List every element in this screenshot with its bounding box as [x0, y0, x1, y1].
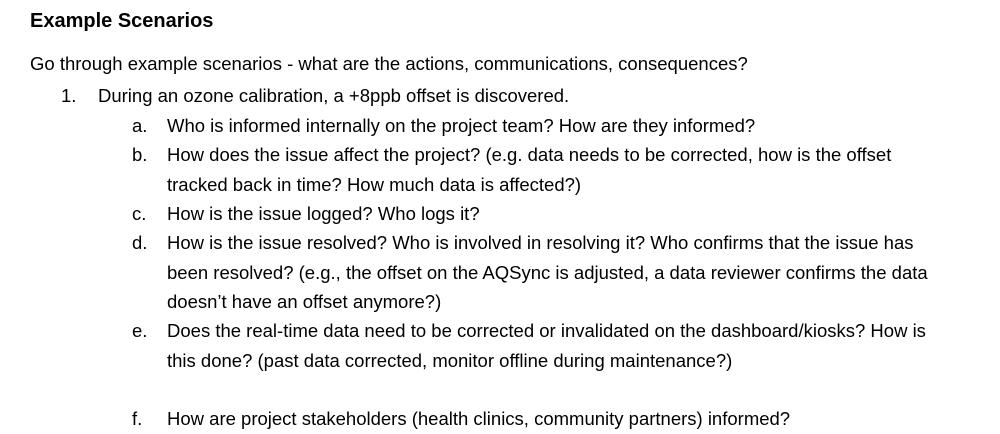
sublist-item-text: How is the issue resolved? Who is involved in resolving it? Who confirms that the issue has been resolved? (e.g., the offset on the AQSync is adjusted, a data reviewer confirms the data doesn’t have an offset anymore?): [167, 232, 928, 312]
sublist-item-text: Does the real-time data need to be corrected or invalidated on the dashboard/kiosks? How is this done? (past data corrected, monitor offline during maintenance?): [167, 320, 926, 371]
sublist-item-text: How are project stakeholders (health clinics, community partners) informed?: [167, 408, 791, 429]
sublist-marker: b.: [132, 144, 148, 165]
sublist-marker: d.: [132, 232, 148, 253]
list-item-text: During an ozone calibration, a +8ppb offset is discovered.: [98, 85, 570, 106]
sublist-item-text: How does the issue affect the project? (e.g. data needs to be corrected, how is the offset tracked back in time? How much data is affected?): [167, 144, 892, 195]
section-heading: Example Scenarios: [30, 10, 214, 32]
sublist-marker: c.: [132, 203, 147, 224]
list-marker: 1.: [61, 85, 77, 106]
sublist-marker: a.: [132, 115, 148, 136]
sublist-item-text: How is the issue logged? Who logs it?: [167, 203, 480, 224]
sublist-marker: f.: [132, 408, 143, 429]
intro-paragraph: Go through example scenarios - what are the actions, communications, consequences?: [30, 53, 748, 74]
sublist-item-text: Who is informed internally on the project team? How are they informed?: [167, 115, 756, 136]
sublist-marker: e.: [132, 320, 148, 341]
